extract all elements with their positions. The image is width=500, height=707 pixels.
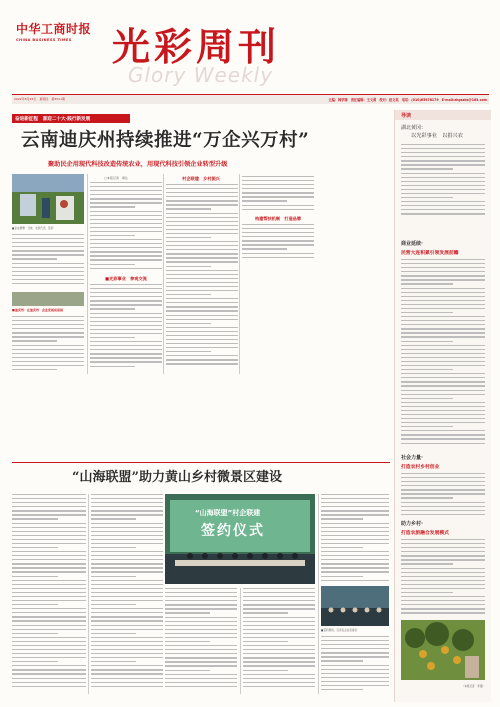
second-col5-text [321,494,389,584]
sidebar-item1-text [401,144,485,218]
second-photo-caption: ■签约现场，百余名企业家参会 [321,629,358,632]
masthead [0,0,500,108]
sidebar-header: 导读 [395,110,491,120]
sidebar-item4-title: 助力乡村· [401,521,423,527]
sidebar-item4-text [401,539,485,617]
photo-2-caption: ■迪庆州：在迪庆州 企业发展成果展 [12,308,63,312]
paper-name: 中华工商时报 [16,22,92,36]
sidebar-item2-text [401,259,485,449]
issue-info: 2022年8月25日 星期四 第5511期 [14,97,65,101]
lead-col1-text [12,234,84,290]
banner-title: “山海联盟”村企联建 [195,509,261,517]
lead-photo-2 [12,292,84,306]
second-col4-text [243,588,315,694]
lead-col2-subhead: ■光彩事业 参观交流 [105,276,147,281]
second-col3-text [165,588,237,694]
lead-col1-text-2 [12,316,84,373]
sidebar-item3-text [401,473,485,517]
photo-1-image [12,174,84,224]
photo-1-caption: ■企业捐赠 当地 农民代表 签约 [12,227,54,230]
lead-subhead: 聚助民企用现代科技改造传统农业，用现代科技引领企业转型升级 [48,161,228,168]
section-title: 光彩周刊 [112,25,281,69]
paper-name-en: CHINA BUSINESS TIMES [16,38,72,42]
lead-col3-text [166,184,238,374]
date-bar [12,94,489,104]
sidebar-item3-sub: 打造农村乡村创业 [401,465,440,470]
sidebar-item2-sub: 民营大连积累引领发展前瞻 [401,251,459,256]
lead-story [12,110,390,455]
second-headline: “山海联盟”助力黄山乡村微景区建设 [72,470,282,485]
signing-ceremony-photo [165,494,315,584]
sidebar-item4-sub: 打造农旅融合发展模式 [401,531,449,536]
paper-logo [16,20,91,42]
sidebar-photo-caption: （本报记者 李强） [461,685,485,688]
lead-tag: 奋进新征程 喜迎二十大·践行新发展 [12,114,130,123]
lead-col2-text-2 [90,284,162,374]
lead-col4-subhead: 构建帮扶机制 打造品牌 [254,216,302,221]
section-title-en: Glory Weekly [128,63,274,87]
second-story [12,462,390,702]
orchard-image [401,620,485,680]
sidebar-item1-sub: 以光彩事业 以捐兴农 [411,133,463,139]
sidebar [394,110,491,702]
second-photo-right [321,586,389,626]
second-col5-text-2 [321,636,389,694]
second-col1-text [12,494,86,694]
banner-sub: 签约仪式 [201,523,265,539]
lead-col2-text [90,182,162,276]
sidebar-photo [401,620,485,680]
lead-col4-text-2 [242,224,314,260]
editor-info: 主编：韩学锋 责任编辑：王文勇 校对：赵文英 电话：(010)65976179 E-mail:zhgszbs@163.com [328,98,487,102]
sidebar-item2-title: 商业延续· [401,241,423,247]
meeting-image [321,586,389,626]
lead-col4-text [242,176,314,216]
second-col2-text [91,494,163,694]
sidebar-item1-title: 湖北黄冈： [401,125,427,131]
sidebar-item3-title: 社会力量· [401,455,423,461]
lead-photo-1 [12,174,84,224]
lead-headline: 云南迪庆州持续推进“万企兴万村” [21,130,310,151]
lead-author: □本报记者 胡达 [104,176,128,180]
lead-col3-subhead: 村企联建 乡村振兴 [182,176,220,181]
